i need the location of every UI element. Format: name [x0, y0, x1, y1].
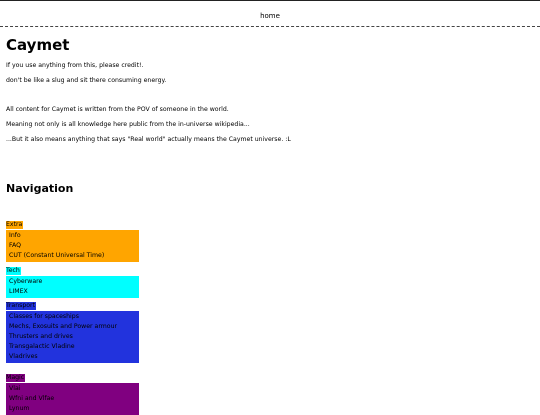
nav-link[interactable]: Thrusters and drives — [9, 333, 73, 340]
public-knowledge-notice: Meaning not only is all knowledge here public from the in-universe wikipedia... — [6, 121, 250, 128]
nav-group-label: Tech — [6, 267, 20, 274]
nav-link[interactable]: Vlai — [9, 385, 21, 392]
nav-link[interactable]: Mechs, Exosuits and Power armour — [9, 323, 118, 330]
nav-link[interactable]: LIMEX — [9, 288, 28, 295]
pov-notice: All content for Caymet is written from the POV of someone in the world. — [6, 106, 229, 113]
nav-link[interactable]: CUT (Constant Universal Time) — [9, 252, 105, 259]
real-world-notice: ...But it also means anything that says "Real world" actually means the Caymet universe. :L — [6, 136, 291, 143]
page-title: Caymet — [6, 36, 70, 54]
slug-notice: don't be like a slug and sit there consuming energy. — [6, 77, 167, 84]
navigation-heading: Navigation — [6, 182, 74, 195]
nav-link[interactable]: FAQ — [9, 242, 21, 249]
nav-link[interactable]: Lynum — [9, 405, 30, 412]
nav-group-0 — [6, 211, 139, 262]
top-navigation-bar — [0, 0, 540, 27]
nav-group-label: Transport — [6, 302, 36, 309]
nav-link[interactable]: Vladrives — [9, 353, 38, 360]
nav-link[interactable]: Info — [9, 232, 21, 239]
nav-group-label: Extra — [6, 221, 23, 228]
nav-group-list — [6, 311, 139, 363]
nav-link[interactable]: Transgalactic Vladine — [9, 343, 75, 350]
nav-link[interactable]: Wfni and Vlfae — [9, 395, 55, 402]
nav-group-list — [6, 383, 139, 415]
nav-link[interactable]: Cyberware — [9, 278, 43, 285]
nav-group-3 — [6, 364, 139, 415]
nav-group-2 — [6, 292, 139, 363]
nav-group-label: Magic — [6, 374, 25, 381]
credit-notice: If you use anything from this, please credit!. — [6, 62, 144, 69]
nav-link[interactable]: Classes for spaceships — [9, 313, 79, 320]
home-link[interactable]: home — [260, 12, 280, 20]
